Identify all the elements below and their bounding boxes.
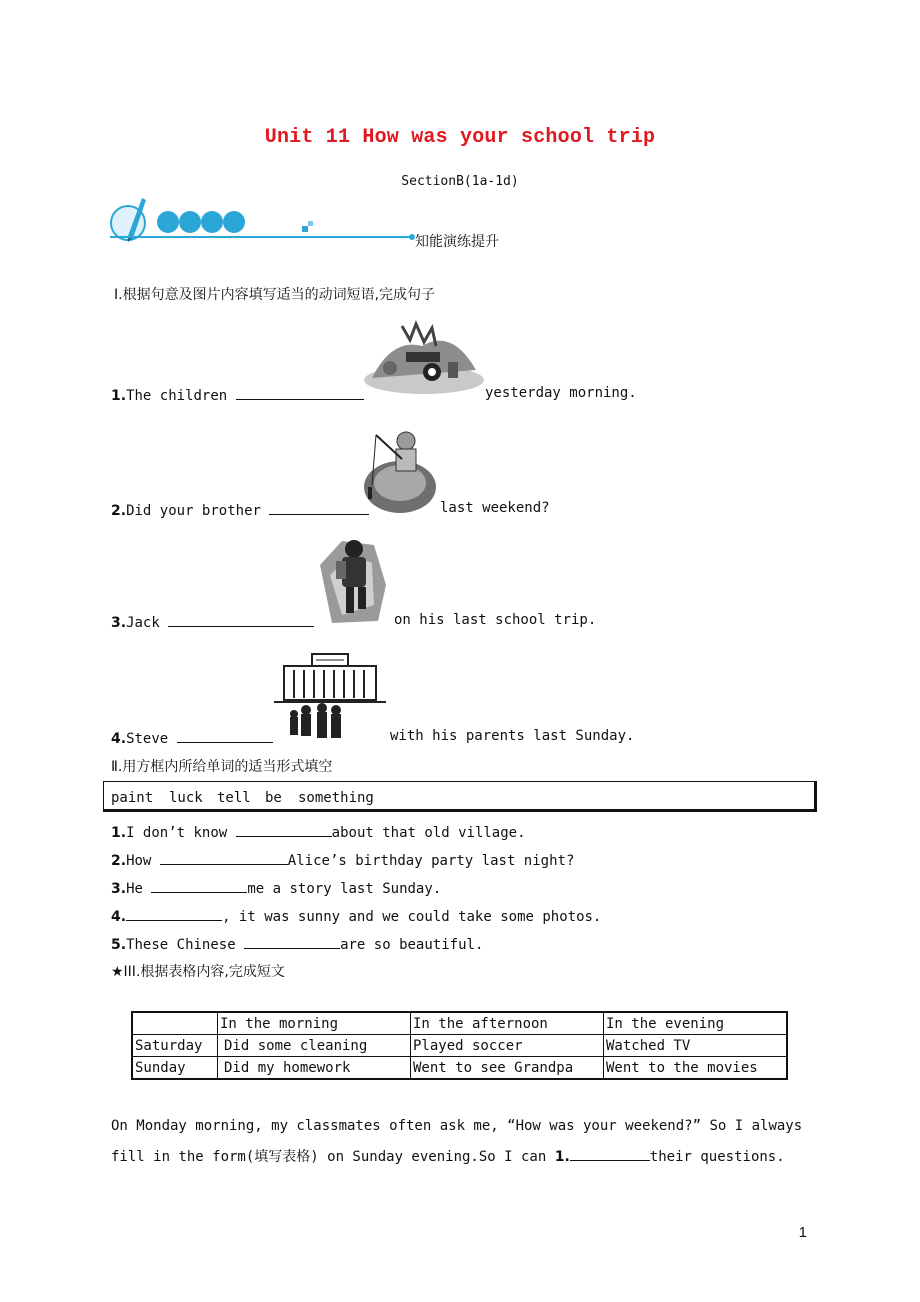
s2-item-1: 1.I don’t know about that old village. <box>111 822 526 841</box>
s1-item-1-tail: yesterday morning. <box>485 385 637 401</box>
section3-heading: ★III.根据表格内容,完成短文 <box>111 964 285 980</box>
table-cell: Did some cleaning <box>218 1035 411 1057</box>
table-row <box>132 1057 787 1080</box>
table-cell: Did my homework <box>218 1057 411 1080</box>
table-row <box>132 1012 787 1035</box>
answer-blank[interactable] <box>160 850 288 865</box>
answer-blank[interactable] <box>244 934 340 949</box>
table-cell: Saturday <box>132 1035 218 1057</box>
s2-item-3: 3.He me a story last Sunday. <box>111 878 441 897</box>
word: luck <box>169 790 203 806</box>
table-cell: Went to the movies <box>604 1057 788 1080</box>
page-title: Unit 11 How was your school trip <box>264 126 656 149</box>
table-header: In the afternoon <box>411 1012 604 1035</box>
word: paint <box>111 790 154 806</box>
answer-blank[interactable] <box>236 822 332 837</box>
s1-item-2-tail: last weekend? <box>440 500 550 516</box>
passage-line-1: On Monday morning, my classmates often ask me, “How was your weekend?” So I always <box>111 1118 803 1134</box>
table-row <box>132 1035 787 1057</box>
answer-blank[interactable] <box>177 728 273 743</box>
picnic-picture <box>362 318 486 396</box>
page-number: 1 <box>798 1224 807 1241</box>
word-box <box>103 781 817 812</box>
s1-item-3: 3.Jack <box>111 612 314 631</box>
section2-heading: Ⅱ.用方框内所给单词的适当形式填空 <box>111 759 333 775</box>
section1-heading: Ⅰ.根据句意及图片内容填写适当的动词短语,完成句子 <box>114 287 436 303</box>
table-cell <box>132 1012 218 1035</box>
table-header: In the morning <box>218 1012 411 1035</box>
banner-decoration <box>106 194 426 250</box>
table-cell: Played soccer <box>411 1035 604 1057</box>
table-cell: Sunday <box>132 1057 218 1080</box>
word: something <box>298 790 374 806</box>
s1-item-2: 2.Did your brother <box>111 500 369 519</box>
s2-item-4: 4. , it was sunny and we could take some photos. <box>111 906 601 925</box>
s1-item-4: 4.Steve <box>111 728 273 747</box>
answer-blank[interactable] <box>151 878 247 893</box>
s1-item-3-tail: on his last school trip. <box>394 612 597 628</box>
s2-item-2: 2.How Alice’s birthday party last night? <box>111 850 574 869</box>
climbing-picture <box>312 535 392 627</box>
answer-blank[interactable] <box>168 612 314 627</box>
s1-item-1: 1.The children <box>111 385 364 404</box>
answer-blank[interactable] <box>269 500 369 515</box>
s1-item-4-tail: with his parents last Sunday. <box>390 728 635 744</box>
fishing-picture <box>362 425 440 515</box>
passage-line-2: fill in the form(填写表格) on Sunday evening.So I can 1. their questions. <box>111 1146 785 1166</box>
s2-item-5: 5.These Chinese are so beautiful. <box>111 934 483 953</box>
word: tell <box>217 790 251 806</box>
table-cell: Went to see Grandpa <box>411 1057 604 1080</box>
weekend-table <box>131 1011 788 1080</box>
answer-blank[interactable] <box>570 1146 650 1161</box>
answer-blank[interactable] <box>126 906 222 921</box>
museum-picture <box>272 650 388 744</box>
table-cell: Watched TV <box>604 1035 788 1057</box>
table-header: In the evening <box>604 1012 788 1035</box>
banner-label: 知能演练提升 <box>415 234 499 250</box>
word: be <box>265 790 282 806</box>
section-subtitle: SectionB(1a-1d) <box>401 174 519 189</box>
answer-blank[interactable] <box>236 385 364 400</box>
